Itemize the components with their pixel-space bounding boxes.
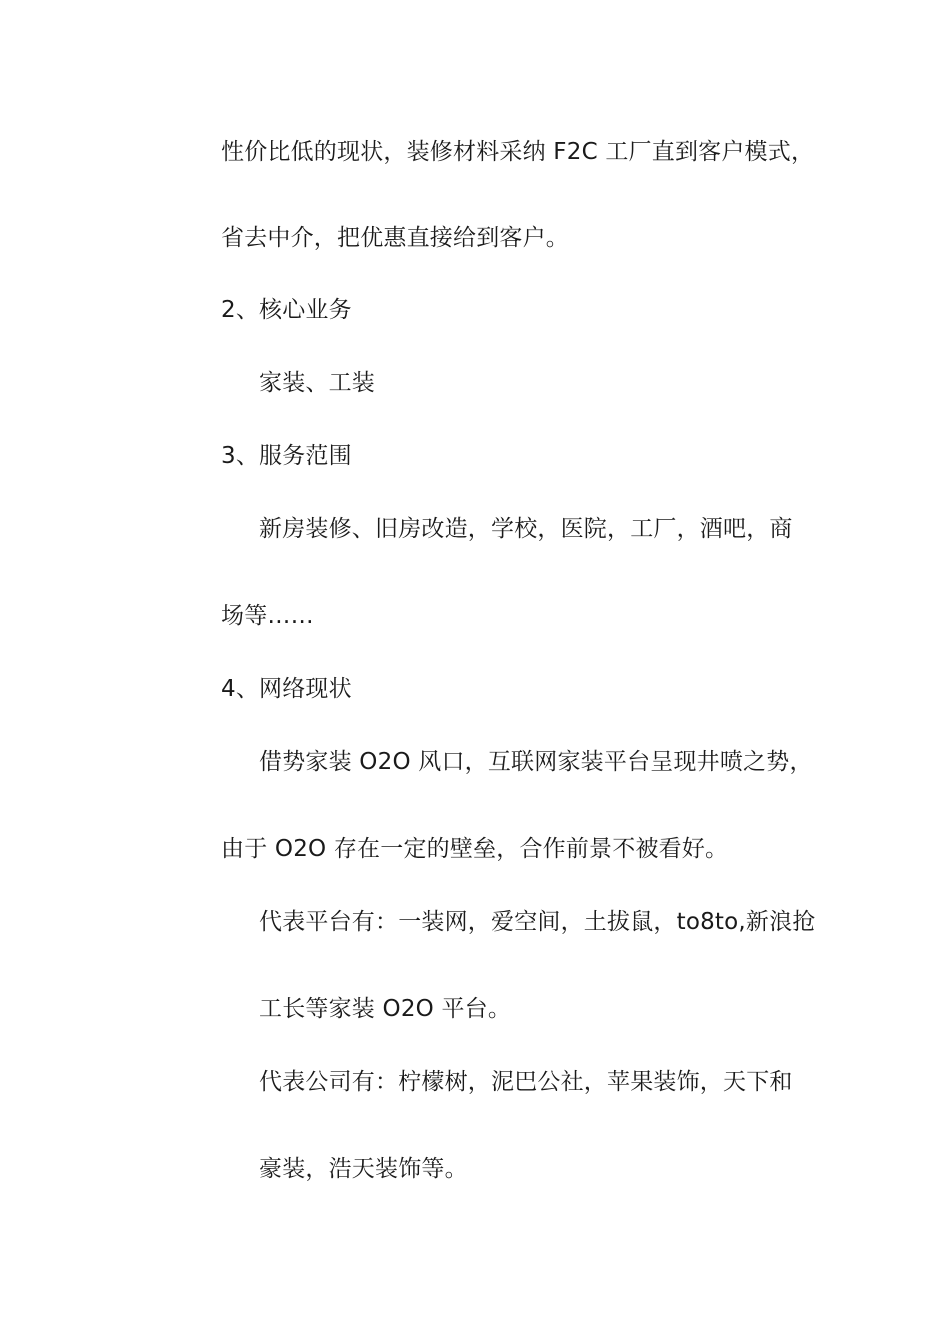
network-status-text-line-1: 借势家装 O2O 风口，互联网家装平台呈现井喷之势， bbox=[259, 749, 813, 775]
intro-text-line-1: 性价比低的现状，装修材料采纳 F2C 工厂直到客户模式， bbox=[221, 139, 815, 165]
companies-text-line-2: 豪装，浩天装饰等。 bbox=[259, 1156, 468, 1182]
intro-text-line-2: 省去中介，把优惠直接给到客户。 bbox=[221, 225, 569, 251]
section-heading-service-scope: 3、服务范围 bbox=[221, 443, 352, 469]
core-business-text: 家装、工装 bbox=[259, 370, 375, 396]
service-scope-text-line-1: 新房装修、旧房改造，学校，医院，工厂，酒吧，商 bbox=[259, 516, 793, 542]
network-status-text-line-2: 由于 O2O 存在一定的壁垒，合作前景不被看好。 bbox=[221, 836, 729, 862]
section-heading-network-status: 4、网络现状 bbox=[221, 676, 352, 702]
service-scope-text-line-2: 场等…… bbox=[221, 603, 314, 629]
platforms-text-line-2: 工长等家装 O2O 平台。 bbox=[259, 996, 512, 1022]
platforms-text-line-1: 代表平台有：一装网，爱空间，土拔鼠，to8to,新浪抢 bbox=[259, 909, 816, 935]
section-heading-core-business: 2、核心业务 bbox=[221, 297, 352, 323]
companies-text-line-1: 代表公司有：柠檬树，泥巴公社，苹果装饰，天下和 bbox=[259, 1069, 793, 1095]
